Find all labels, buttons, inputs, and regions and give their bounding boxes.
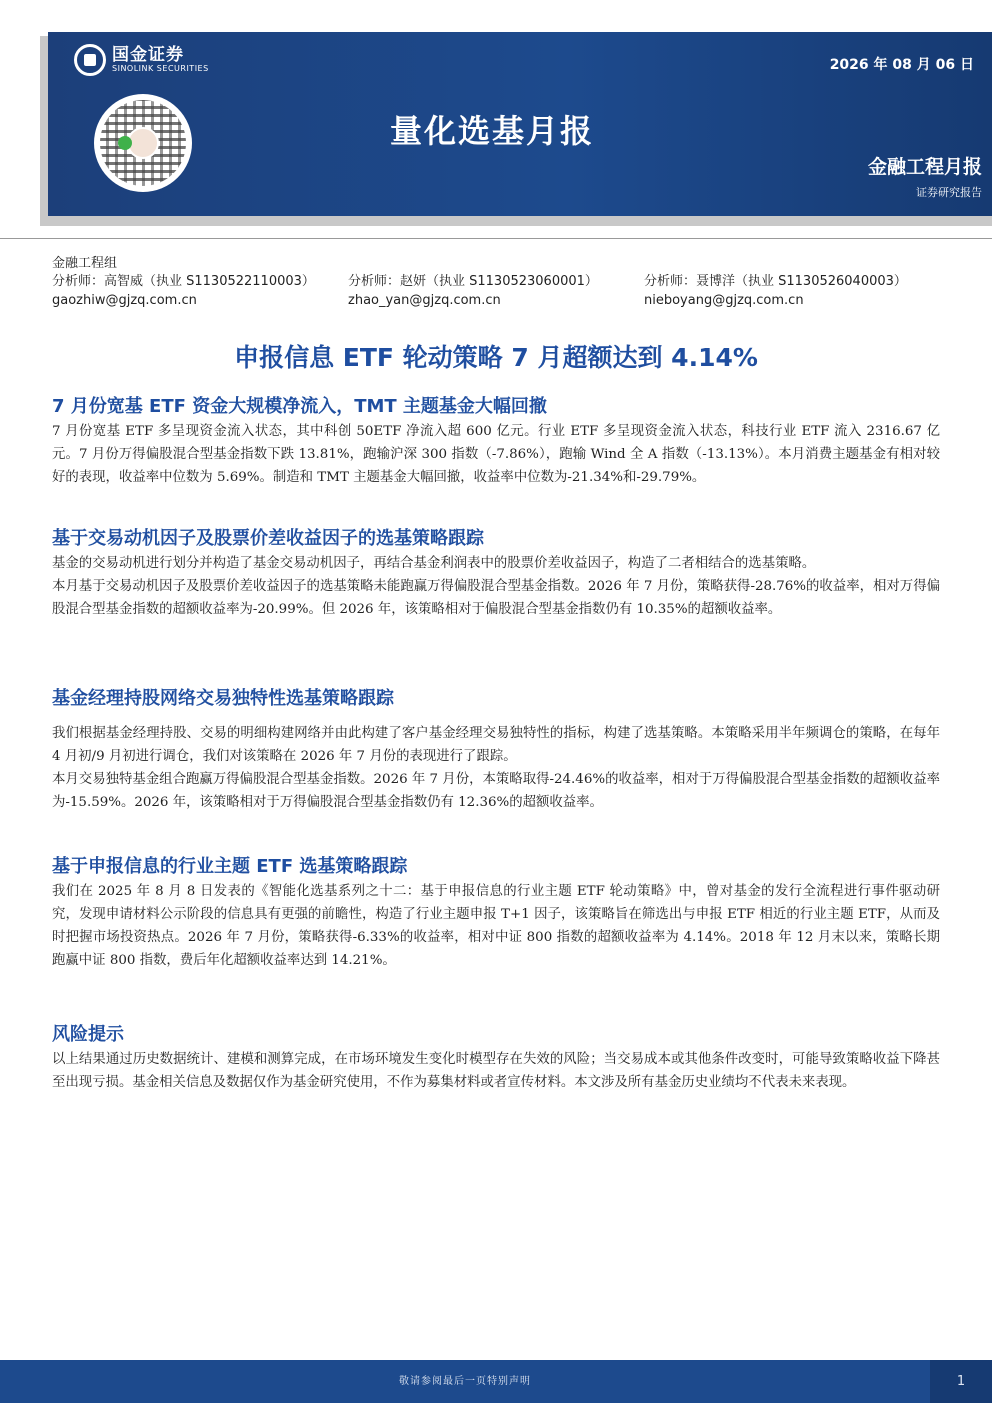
logo-name-cn: 国金证券: [112, 45, 184, 65]
analyst-2: [348, 272, 598, 310]
section-paragraph: 7 月份宽基 ETF 多呈现资金流入状态，其中科创 50ETF 净流入超 600 亿元。行业 ETF 多呈现资金流入状态，科技行业 ETF 流入 2316.67 亿元。7 月份万得偏股混合型基金指数下跌 13.81%，跑输沪深 300 指数（-7.86%），跑输 Wind 全 A 指数（-13.13%）。本月消费主题基金有相对较好的表现，收益率中位数为 5.69%。制造和 TMT 主题基金大幅回撤，收益率中位数为-21.34%和-29.79%。: [52, 424, 940, 485]
analyst-1-email[interactable]: gaozhiw@gjzq.com.cn: [52, 293, 197, 308]
company-logo: [74, 44, 209, 76]
section-filing-etf-strategy: [52, 854, 940, 972]
section-title: 基金经理持股网络交易独特性选基策略跟踪: [52, 688, 394, 709]
wechat-miniprogram-icon: [118, 136, 132, 150]
section-paragraph: 我们在 2025 年 8 月 8 日发表的《智能化选基系列之十二：基于申报信息的行业主题 ETF 轮动策略》中，曾对基金的发行全流程进行事件驱动研究，发现申请材料公示阶段的信息具有更强的前瞻性，构造了行业主题申报 T+1 因子，该策略旨在筛选出与申报 ETF 相近的行业主题 ETF，从而及时把握市场投资热点。2026 年 7 月份，策略获得-6.33%的收益率，相对中证 800 指数的超额收益率为 4.14%。2018 年 12 月末以来，策略长期跑赢中证 800 指数，费后年化超额收益率达到 14.21%。: [52, 884, 940, 968]
section-manager-network-strategy: [52, 686, 940, 814]
section-title: 7 月份宽基 ETF 资金大规模净流入，TMT 主题基金大幅回撤: [52, 396, 547, 417]
section-paragraph: 本月基于交易动机因子及股票价差收益因子的选基策略未能跑赢万得偏股混合型基金指数。2026 年 7 月份，策略获得-28.76%的收益率，相对万得偏股混合型基金指数的超额收益率为-20.99%。但 2026 年，该策略相对于偏股混合型基金指数仍有 10.35%的超额收益率。: [52, 579, 940, 617]
section-risk-warning: [52, 1022, 940, 1094]
analyst-3-line: 分析师：聂博洋（执业 S1130526040003）: [644, 274, 907, 289]
logo-icon: [74, 44, 106, 76]
footer-notice: 敬请参阅最后一页特别声明: [0, 1360, 930, 1403]
header-divider: [0, 238, 992, 239]
report-date: 2026 年 08 月 06 日: [829, 57, 974, 73]
qr-code-icon: [94, 94, 192, 192]
report-headline: 申报信息 ETF 轮动策略 7 月超额达到 4.14%: [234, 343, 758, 372]
section-trading-motive-strategy: [52, 526, 940, 621]
header-banner: [48, 32, 992, 216]
analyst-3-email[interactable]: nieboyang@gjzq.com.cn: [644, 293, 804, 308]
team-name: 金融工程组: [52, 256, 118, 271]
section-etf-flows: [52, 394, 940, 489]
section-title: 基于交易动机因子及股票价差收益因子的选基策略跟踪: [52, 528, 484, 549]
section-paragraph: 以上结果通过历史数据统计、建模和测算完成，在市场环境发生变化时模型存在失效的风险；当交易成本或其他条件改变时，可能导致策略收益下降甚至出现亏损。基金相关信息及数据仅作为基金研究使用，不作为募集材料或者宣传材料。本文涉及所有基金历史业绩均不代表未来表现。: [52, 1052, 940, 1090]
section-paragraph: 我们根据基金经理持股、交易的明细构建网络并由此构建了客户基金经理交易独特性的指标，构建了选基策略。本策略采用半年频调仓的策略，在每年 4 月初/9 月初进行调仓，我们对该策略在 2026 年 7 月份的表现进行了跟踪。: [52, 726, 940, 764]
report-type: 金融工程月报: [867, 156, 982, 178]
analyst-2-email[interactable]: zhao_yan@gjzq.com.cn: [348, 293, 501, 308]
analyst-1-line: 分析师：高智威（执业 S1130522110003）: [52, 274, 315, 289]
report-title: 量化选基月报: [390, 112, 595, 150]
analyst-3: [644, 272, 907, 310]
analyst-1: [52, 272, 315, 310]
logo-name-en: SINOLINK SECURITIES: [112, 64, 209, 73]
page-number: 1: [930, 1360, 992, 1403]
section-paragraph: 本月交易独特基金组合跑赢万得偏股混合型基金指数。2026 年 7 月份，本策略取得-24.46%的收益率，相对于万得偏股混合型基金指数的超额收益率为-15.59%。2026 年，该策略相对于万得偏股混合型基金指数仍有 12.36%的超额收益率。: [52, 772, 940, 810]
report-subtype: 证券研究报告: [916, 186, 982, 199]
section-title: 基于申报信息的行业主题 ETF 选基策略跟踪: [52, 856, 408, 877]
section-title: 风险提示: [52, 1024, 124, 1045]
section-paragraph: 基金的交易动机进行划分并构造了基金交易动机因子，再结合基金利润表中的股票价差收益因子，构造了二者相结合的选基策略。: [52, 556, 816, 571]
analyst-2-line: 分析师：赵妍（执业 S1130523060001）: [348, 274, 598, 289]
